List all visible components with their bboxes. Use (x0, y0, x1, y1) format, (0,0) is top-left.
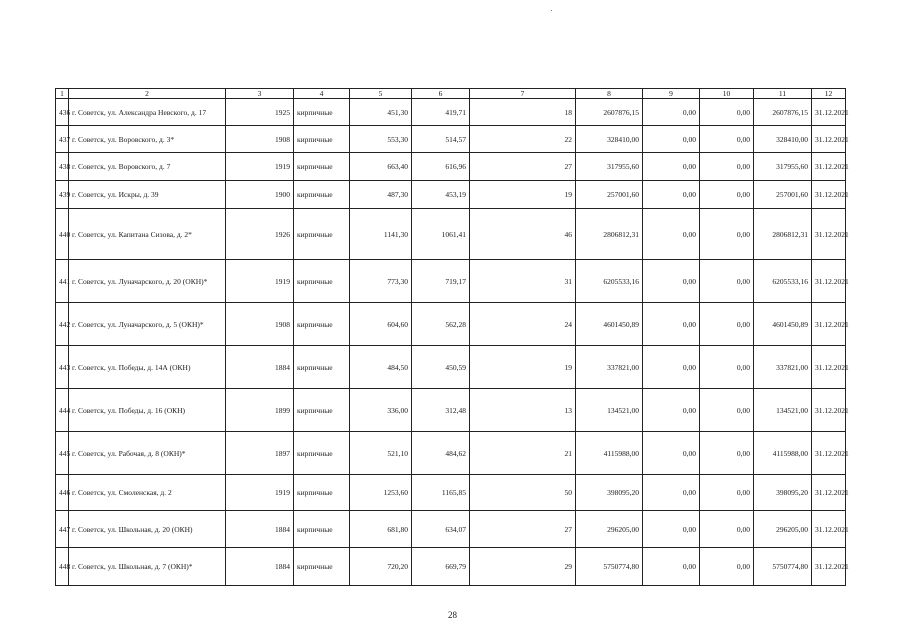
cell-year: 1919 (226, 153, 294, 181)
cell-col9: 0,00 (643, 99, 700, 126)
cell-col7: 13 (470, 389, 576, 432)
cell-col11: 317955,60 (754, 153, 812, 181)
table-row (56, 475, 846, 511)
cell-col6: 634,07 (412, 511, 470, 548)
cell-material: кирпичные (294, 432, 350, 475)
table-row (56, 126, 846, 153)
cell-col6: 484,62 (412, 432, 470, 475)
col-header-12: 12 (812, 89, 846, 99)
cell-col5: 451,30 (350, 99, 412, 126)
housing-register-table (55, 88, 849, 586)
cell-col10: 0,00 (700, 153, 754, 181)
cell-col7: 22 (470, 126, 576, 153)
cell-row-number: 437 (56, 126, 69, 153)
cell-material: кирпичные (294, 181, 350, 209)
cell-col9: 0,00 (643, 389, 700, 432)
table-body (56, 99, 849, 586)
cell-col11: 328410,00 (754, 126, 812, 153)
cell-date: 31.12.2021 (812, 548, 846, 586)
cell-col5: 720,20 (350, 548, 412, 586)
cell-col9: 0,00 (643, 346, 700, 389)
cell-date: 31.12.2021 (812, 511, 846, 548)
cell-col10: 0,00 (700, 181, 754, 209)
cell-col9: 0,00 (643, 432, 700, 475)
cell-col6: 669,79 (412, 548, 470, 586)
cell-row-number: 447 (56, 511, 69, 548)
cell-year: 1919 (226, 260, 294, 303)
cell-col11: 4601450,89 (754, 303, 812, 346)
cell-material: кирпичные (294, 303, 350, 346)
cell-col5: 681,80 (350, 511, 412, 548)
cell-col10: 0,00 (700, 389, 754, 432)
cell-col8: 257001,60 (576, 181, 643, 209)
cell-col6: 719,17 (412, 260, 470, 303)
cell-col8: 5750774,80 (576, 548, 643, 586)
cell-row-number: 446 (56, 475, 69, 511)
cell-date: 31.12.2021 (812, 303, 846, 346)
cell-date: 31.12.2021 (812, 181, 846, 209)
cell-col10: 0,00 (700, 548, 754, 586)
cell-address: г. Советск, ул. Победы, д. 16 (ОКН) (69, 389, 226, 432)
table-row (56, 209, 846, 260)
cell-material: кирпичные (294, 209, 350, 260)
cell-material: кирпичные (294, 548, 350, 586)
cell-col7: 50 (470, 475, 576, 511)
cell-col10: 0,00 (700, 209, 754, 260)
cell-row-number: 438 (56, 153, 69, 181)
cell-col11: 337821,00 (754, 346, 812, 389)
cell-col10: 0,00 (700, 432, 754, 475)
table-row (56, 548, 846, 586)
cell-col11: 257001,60 (754, 181, 812, 209)
cell-col6: 514,57 (412, 126, 470, 153)
cell-col5: 604,60 (350, 303, 412, 346)
cell-col6: 616,96 (412, 153, 470, 181)
col-header-4: 4 (294, 89, 350, 99)
cell-col5: 773,30 (350, 260, 412, 303)
cell-col9: 0,00 (643, 511, 700, 548)
table-row (56, 432, 846, 475)
cell-col8: 6205533,16 (576, 260, 643, 303)
cell-year: 1884 (226, 346, 294, 389)
cell-col8: 337821,00 (576, 346, 643, 389)
cell-address: г. Советск, ул. Луначарского, д. 5 (ОКН)* (69, 303, 226, 346)
cell-col7: 46 (470, 209, 576, 260)
cell-col5: 521,10 (350, 432, 412, 475)
table-row (56, 303, 846, 346)
cell-row-number: 448 (56, 548, 69, 586)
cell-col7: 19 (470, 181, 576, 209)
cell-year: 1897 (226, 432, 294, 475)
cell-row-number: 442 (56, 303, 69, 346)
cell-col9: 0,00 (643, 209, 700, 260)
col-header-1: 1 (56, 89, 69, 99)
cell-year: 1884 (226, 511, 294, 548)
col-header-3: 3 (226, 89, 294, 99)
cell-date: 31.12.2021 (812, 260, 846, 303)
cell-address: г. Советск, ул. Искры, д. 39 (69, 181, 226, 209)
cell-date: 31.12.2021 (812, 346, 846, 389)
cell-col5: 663,40 (350, 153, 412, 181)
cell-col6: 453,19 (412, 181, 470, 209)
col-header-2: 2 (69, 89, 226, 99)
col-header-9: 9 (643, 89, 700, 99)
cell-row-number: 436 (56, 99, 69, 126)
cell-date: 31.12.2021 (812, 153, 846, 181)
cell-col10: 0,00 (700, 303, 754, 346)
cell-material: кирпичные (294, 475, 350, 511)
cell-col11: 134521,00 (754, 389, 812, 432)
table-row (56, 260, 846, 303)
cell-row-number: 445 (56, 432, 69, 475)
cell-col11: 296205,00 (754, 511, 812, 548)
cell-year: 1899 (226, 389, 294, 432)
cell-address: г. Советск, ул. Луначарского, д. 20 (ОКН)* (69, 260, 226, 303)
cell-col6: 1165,85 (412, 475, 470, 511)
cell-address: г. Советск, ул. Рабочая, д. 8 (ОКН)* (69, 432, 226, 475)
cell-col5: 1253,60 (350, 475, 412, 511)
cell-col7: 19 (470, 346, 576, 389)
col-header-10: 10 (700, 89, 754, 99)
cell-address: г. Советск, ул. Школьная, д. 7 (ОКН)* (69, 548, 226, 586)
cell-col5: 336,00 (350, 389, 412, 432)
cell-col8: 134521,00 (576, 389, 643, 432)
cell-col8: 296205,00 (576, 511, 643, 548)
cell-col6: 312,48 (412, 389, 470, 432)
cell-address: г. Советск, ул. Воровского, д. 3* (69, 126, 226, 153)
cell-material: кирпичные (294, 126, 350, 153)
cell-col5: 553,30 (350, 126, 412, 153)
cell-col10: 0,00 (700, 260, 754, 303)
cell-col11: 6205533,16 (754, 260, 812, 303)
cell-col10: 0,00 (700, 99, 754, 126)
cell-address: г. Советск, ул. Капитана Сизова, д. 2* (69, 209, 226, 260)
cell-col9: 0,00 (643, 475, 700, 511)
cell-address: г. Советск, ул. Школьная, д. 20 (ОКН) (69, 511, 226, 548)
cell-col5: 484,50 (350, 346, 412, 389)
cell-col7: 27 (470, 511, 576, 548)
cell-col9: 0,00 (643, 153, 700, 181)
cell-col8: 2806812,31 (576, 209, 643, 260)
cell-year: 1884 (226, 548, 294, 586)
cell-year: 1925 (226, 99, 294, 126)
cell-date: 31.12.2021 (812, 99, 846, 126)
cell-col9: 0,00 (643, 548, 700, 586)
cell-address: г. Советск, ул. Смоленская, д. 2 (69, 475, 226, 511)
cell-row-number: 444 (56, 389, 69, 432)
table-row (56, 346, 846, 389)
cell-col10: 0,00 (700, 511, 754, 548)
page-number: 28 (448, 610, 457, 620)
cell-col9: 0,00 (643, 303, 700, 346)
cell-col7: 31 (470, 260, 576, 303)
cell-col7: 29 (470, 548, 576, 586)
cell-row-number: 439 (56, 181, 69, 209)
cell-material: кирпичные (294, 260, 350, 303)
cell-col5: 1141,30 (350, 209, 412, 260)
cell-col8: 2607876,15 (576, 99, 643, 126)
cell-col10: 0,00 (700, 126, 754, 153)
table-row (56, 99, 846, 126)
cell-col11: 4115988,00 (754, 432, 812, 475)
cell-col7: 24 (470, 303, 576, 346)
cell-col8: 398095,20 (576, 475, 643, 511)
table-row (56, 389, 846, 432)
cell-col8: 328410,00 (576, 126, 643, 153)
cell-address: г. Советск, ул. Воровского, д. 7 (69, 153, 226, 181)
cell-col8: 317955,60 (576, 153, 643, 181)
cell-col11: 2607876,15 (754, 99, 812, 126)
cell-col10: 0,00 (700, 475, 754, 511)
cell-col8: 4601450,89 (576, 303, 643, 346)
table-row (56, 153, 846, 181)
table-row (56, 181, 846, 209)
cell-col6: 562,28 (412, 303, 470, 346)
cell-material: кирпичные (294, 511, 350, 548)
cell-row-number: 440 (56, 209, 69, 260)
cell-date: 31.12.2021 (812, 209, 846, 260)
cell-year: 1908 (226, 303, 294, 346)
cell-date: 31.12.2021 (812, 126, 846, 153)
cell-row-number: 443 (56, 346, 69, 389)
col-header-5: 5 (350, 89, 412, 99)
table-header (56, 89, 846, 99)
cell-date: 31.12.2021 (812, 389, 846, 432)
col-header-7: 7 (470, 89, 576, 99)
cell-col8: 4115988,00 (576, 432, 643, 475)
cell-year: 1908 (226, 126, 294, 153)
cell-col11: 2806812,31 (754, 209, 812, 260)
cell-col9: 0,00 (643, 126, 700, 153)
cell-col5: 487,30 (350, 181, 412, 209)
cell-row-number: 441 (56, 260, 69, 303)
col-header-6: 6 (412, 89, 470, 99)
cell-col7: 18 (470, 99, 576, 126)
cell-col6: 1061,41 (412, 209, 470, 260)
cell-col6: 419,71 (412, 99, 470, 126)
cell-date: 31.12.2021 (812, 432, 846, 475)
cell-col11: 5750774,80 (754, 548, 812, 586)
cell-year: 1926 (226, 209, 294, 260)
cell-address: г. Советск, ул. Победы, д. 14А (ОКН) (69, 346, 226, 389)
cell-date: 31.12.2021 (812, 475, 846, 511)
col-header-8: 8 (576, 89, 643, 99)
scan-speck (551, 10, 552, 11)
col-header-11: 11 (754, 89, 812, 99)
table-row (56, 511, 846, 548)
cell-material: кирпичные (294, 346, 350, 389)
cell-year: 1900 (226, 181, 294, 209)
cell-address: г. Советск, ул. Александра Невского, д. 17 (69, 99, 226, 126)
cell-col9: 0,00 (643, 260, 700, 303)
cell-col7: 27 (470, 153, 576, 181)
cell-col6: 450,59 (412, 346, 470, 389)
cell-year: 1919 (226, 475, 294, 511)
cell-material: кирпичные (294, 99, 350, 126)
cell-material: кирпичные (294, 389, 350, 432)
cell-col11: 398095,20 (754, 475, 812, 511)
cell-col9: 0,00 (643, 181, 700, 209)
cell-material: кирпичные (294, 153, 350, 181)
cell-col7: 21 (470, 432, 576, 475)
cell-col10: 0,00 (700, 346, 754, 389)
